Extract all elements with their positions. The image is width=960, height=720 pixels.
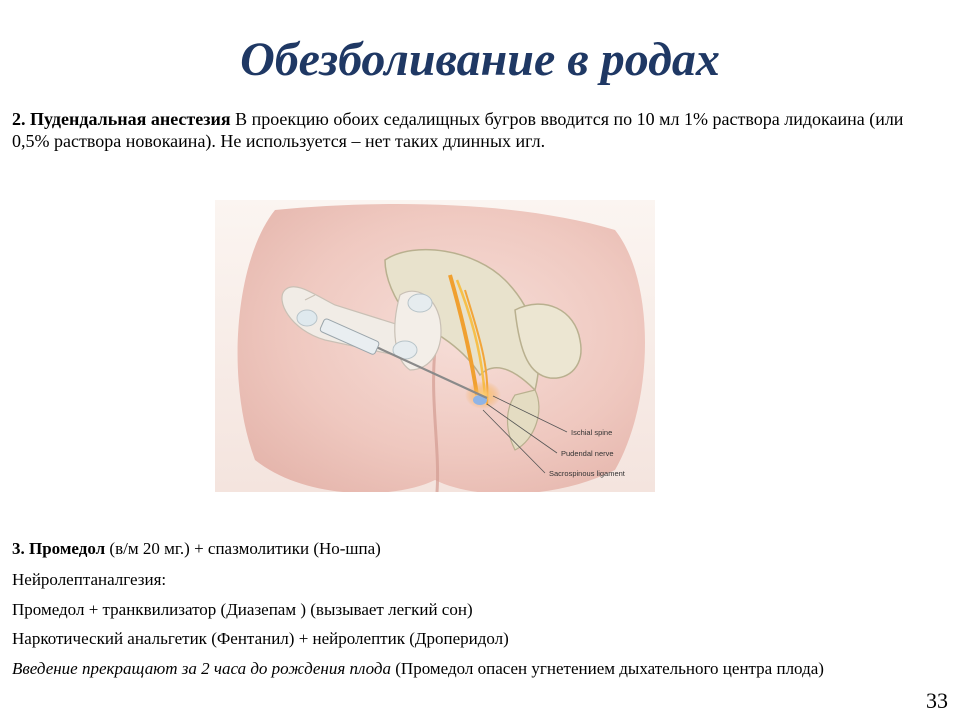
page-number: 33 [926,688,948,713]
label-ischial-spine: Ischial spine [571,428,613,437]
cessation-note-rest: (Промедол опасен угнетением дыхательного центра плода) [391,659,824,678]
cessation-note-line [12,658,912,680]
illustration-svg [215,200,655,492]
slide-title: Обезболивание в родах [240,33,720,86]
promedol-tranquilizer-line: Промедол + транквилизатор (Диазепам ) (вызывает легкий сон) [12,600,473,619]
label-sacrospinous-ligament: Sacrospinous ligament [549,469,625,478]
cessation-note-italic: Введение прекращают за 2 часа до рождения плода [12,659,392,678]
promedol-line [12,538,912,560]
promedol-heading: 3. Промедол [12,539,106,558]
promedol-heading-rest: (в/м 20 мг.) + спазмолитики (Но-шпа) [105,539,381,558]
neuroleptanalgesia-line: Нейролептаналгезия: [12,570,167,589]
section-text: В проекцию обоих седалищных бугров вводится по 10 мл 1% раствора лидокаина (или 0,5% раствора новокаина). Не используется – нет таких длинных игл. [12,109,904,151]
narcotic-analgesic-line: Наркотический анальгетик (Фентанил) + нейролептик (Дроперидол) [12,629,509,648]
label-pudendal-nerve: Pudendal nerve [561,449,614,458]
section-heading: 2. Пудендальная анестезия [12,109,231,129]
section-pudendal-anesthesia [12,108,942,152]
pudendal-block-illustration [215,200,655,492]
